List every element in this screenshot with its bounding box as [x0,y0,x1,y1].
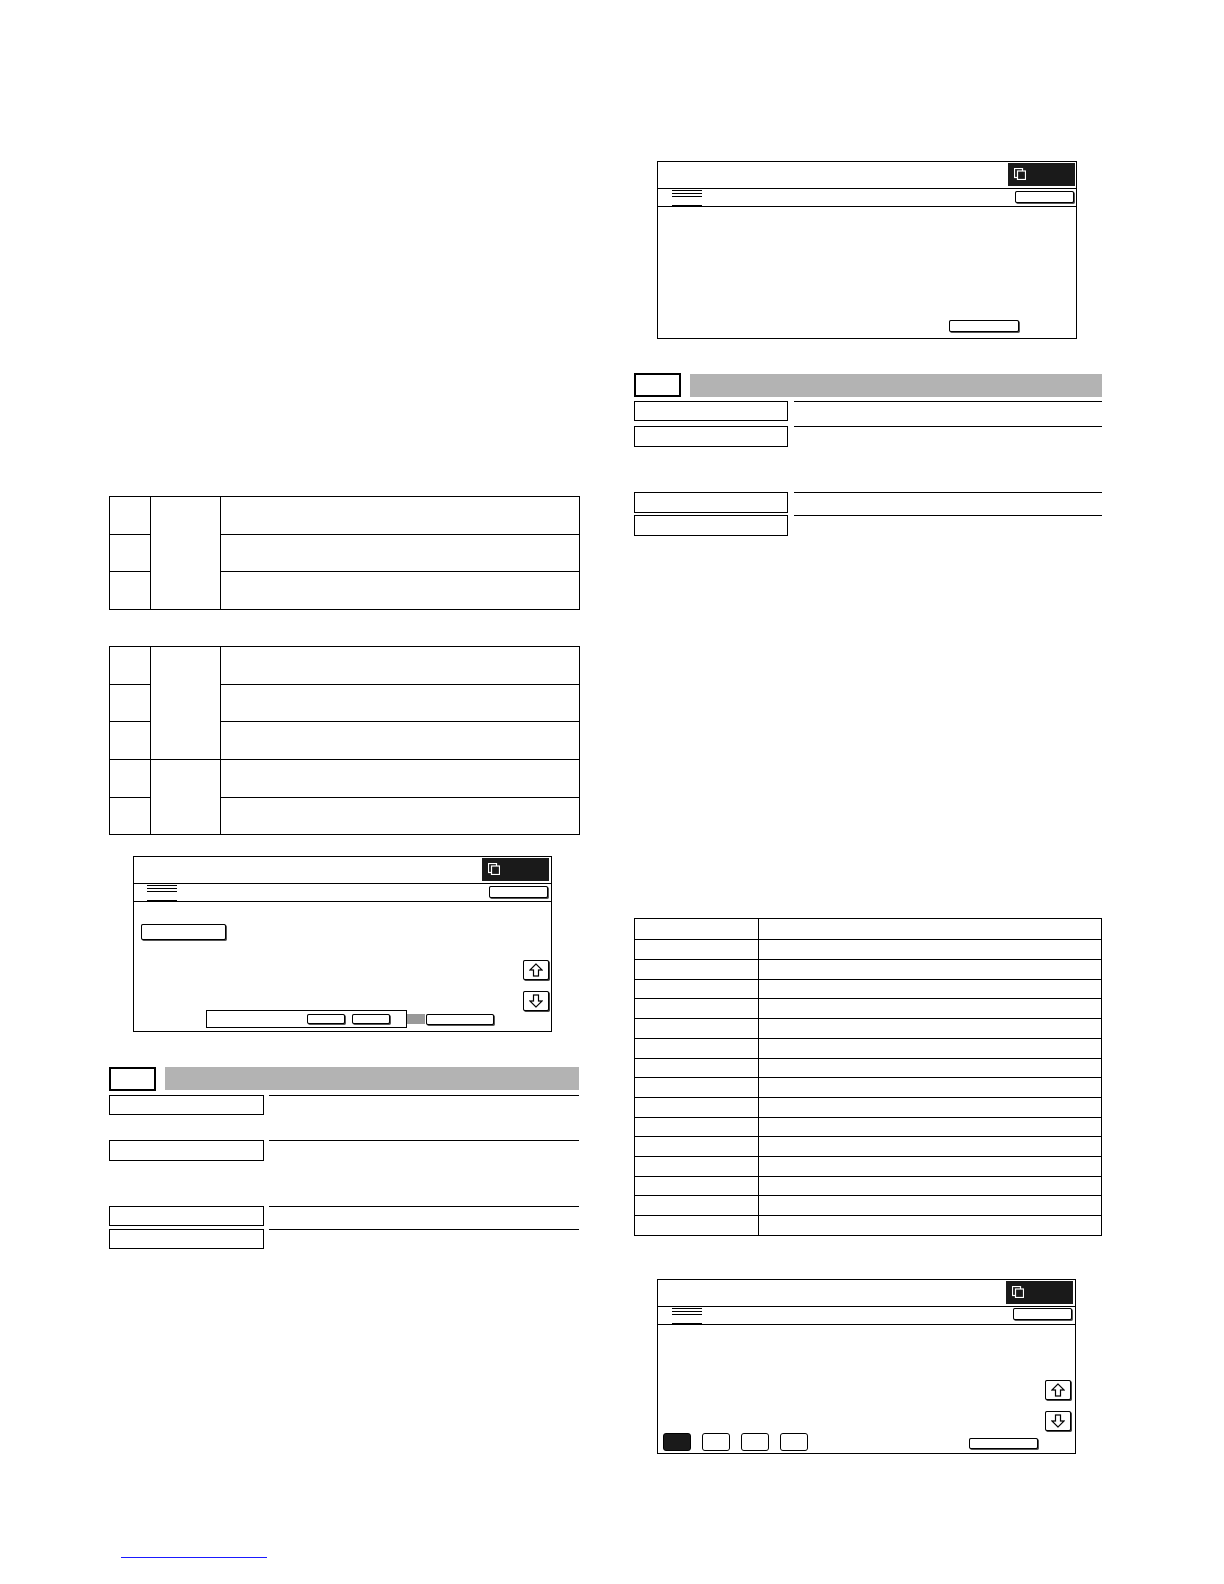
field-label-1 [634,401,788,421]
scroll-up-button[interactable] [1045,1380,1071,1400]
page-tab-1[interactable] [663,1433,691,1451]
execute-button[interactable] [949,320,1019,332]
header-button[interactable] [1013,1308,1072,1320]
arrow-up-icon [529,963,543,977]
field-label-3 [109,1206,264,1226]
scroll-down-button[interactable] [1045,1411,1071,1431]
arrow-up-icon [1051,1383,1065,1397]
page-tab-3[interactable] [741,1433,769,1451]
plus-button[interactable] [352,1014,390,1024]
copy-icon [488,863,500,875]
copy-badge [1006,1281,1073,1304]
page-tab-4[interactable] [780,1433,808,1451]
copy-icon [1012,1286,1024,1298]
field-label-4 [109,1229,264,1249]
field-label-1 [109,1095,264,1115]
field-label-3 [634,492,788,513]
option-button[interactable] [141,924,226,940]
section-label [109,1067,156,1091]
scroll-down-button[interactable] [523,991,549,1011]
page-tab-2[interactable] [702,1433,730,1451]
header-button[interactable] [1015,191,1074,203]
menu-icon[interactable] [672,1306,702,1328]
scroll-up-button[interactable] [523,960,549,980]
section-bar [690,374,1102,397]
section-bar [165,1067,579,1090]
menu-icon[interactable] [672,188,702,210]
copy-badge [1008,163,1075,186]
arrow-down-icon [1051,1414,1065,1428]
table-3 [634,918,1102,1236]
ok-button[interactable] [969,1438,1038,1449]
section-label [634,373,681,397]
ok-button[interactable] [426,1014,494,1025]
field-label-4 [634,515,788,536]
field-label-2 [109,1140,264,1161]
minus-button[interactable] [307,1014,345,1024]
table-2 [109,646,580,835]
table-1 [109,496,580,610]
header-button[interactable] [489,886,548,898]
copy-icon [1014,168,1026,180]
menu-icon[interactable] [147,883,177,905]
screen-confirm [657,161,1077,339]
screen-list [657,1279,1076,1454]
copy-badge [482,858,549,881]
value-indicator [407,1014,425,1024]
field-label-2 [634,426,788,447]
screen-panel-settings [133,856,552,1032]
footer-link[interactable] [121,1557,267,1558]
arrow-down-icon [529,994,543,1008]
